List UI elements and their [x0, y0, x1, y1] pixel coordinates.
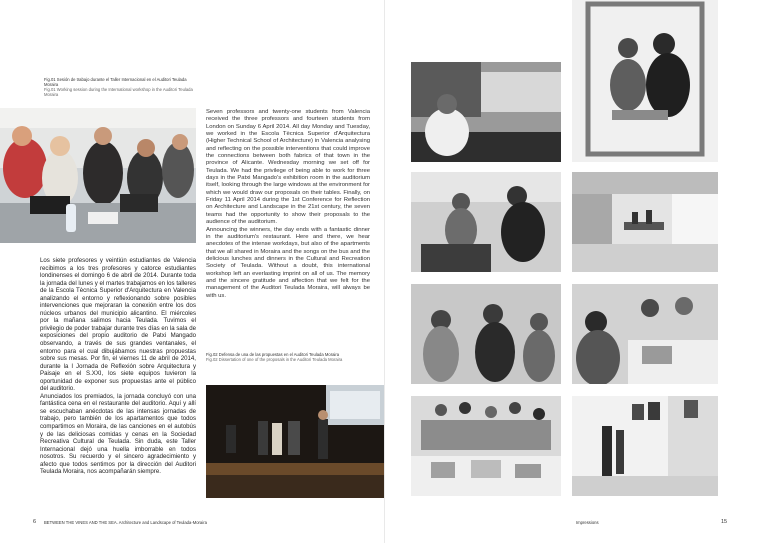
- body-text-en: Seven professors and twenty-one students from Valencia received the three professors and fourteen students from London on Sunday 6 April 2014. All day Monday and Tuesday, we worked in the Escola Tècnica Superior d'Arquitectura (Higher Technical School of Architecture) in Valencia analysing and reflecting on the possible interventions that could improve the connections between both fabrics of that town in the province of Alicante. Wednesday morning we set off for Teulada. We had the privilege of being able to work for three days in the Patxi Mangado's exhibition room in the auditorium itself, looking through the large windows at the environment for which we would draw our proposals on their tables. Finally, on Friday 11 April 2014 during the 1st Conference for Reflection on Architecture and Landscape in the 21st century, the seven teams had the opportunity to show their proposals to the audience of the auditorium. Announcing the winners, the day ends with a fantastic dinner in the auditorium's restaurant. Here and there, we hear anecdotes of the intense workdays, but also of the apartments that we all shared in Moraira and the songs on the bus and the delicious lunches and dinners in the Cultural and Recreation Society of Teulada. Without a doubt, this international workshop left an everlasting imprint on all of us. The memory and the sincere gratitude and affection that we felt for the management of the Auditori Teulada Moraira, will always be with us.: [206, 109, 370, 299]
- photo-group-around-models: [411, 396, 561, 496]
- photo-working-session-2: [411, 284, 561, 384]
- fig01-caption: [44, 77, 194, 97]
- photo-table-discussion: [572, 284, 718, 384]
- photo-couple-in-frame: [572, 0, 718, 162]
- body-text-es: Los siete profesores y veintiún estudiantes de Valencia recibimos a los tres profesores y catorce estudiantes londinenses el domingo 6 de abril de 2014. Durante toda la jornada del lunes y el martes trabajamos en los talleres de la Escola Tècnica Superior d'Arquitectura en Valencia analizando el entorno y reflexionando sobre posibles intervenciones que mejoraran la conexión entre los dos núcleos urbanos del municipio alicantino. El miércoles por la mañana salimos hacia Teulada. Tuvimos el privilegio de poder trabajar durante tres días en la sala de exposiciones del propio auditorio de Patxi Mangado observando, a través de sus grandes ventanales, el entorno para el cual dibujábamos nuestras propuestas sobre sus mesas. Por fin, el viernes 11 de abril de 2014, durante la I Jornada de Reflexión sobre Arquitectura y Paisaje en el S.XXI, los siete equipos tuvieron la oportunidad de exponer sus propuestas ante el público del auditorio. Anunciados los premiados, la jornada concluyó con una fantástica cena en el restaurante del auditorio. Aquí y allí se escuchaban anécdotas de las intensas jornadas de trabajo, pero también de los apartamentos que todos compartimos en Moraira, de las canciones en el autobús y de las deliciosas comidas y cenas en la Sociedad Recreativa Cultural de Teulada. Sin duda, este Taller Internacional dejó una huella imborrable en todos nosotros. Su recuerdo y el sincero agradecimiento y afecto que todos sentimos por la dirección del Auditori Teulada Moraira, nos acompañarán siempre.: [40, 257, 196, 476]
- photo-working-session-2-illustration: [411, 284, 561, 384]
- page-number-left: 6: [33, 519, 37, 525]
- fig01-caption-en: Fig.01 Working session during the International workshop in the Auditori Teulada Moraira: [44, 87, 193, 97]
- photo-exhibition-panels: [572, 396, 718, 496]
- photo-exhibition-room-illustration: [572, 172, 718, 272]
- photo-table-discussion-illustration: [572, 284, 718, 384]
- photo-couple-in-frame-illustration: [572, 0, 718, 162]
- right-page: [385, 0, 768, 543]
- photo-working-session-1-illustration: [411, 172, 561, 272]
- photo-working-session-1: [411, 172, 561, 272]
- fig02-photo: [206, 385, 384, 498]
- photo-exhibition-panels-illustration: [572, 396, 718, 496]
- fig01-photo-illustration: [0, 108, 196, 243]
- running-footer-left: BETWEEN THE VINES AND THE SEA. Architecture and Landscape of Teulada-Moraira: [44, 520, 207, 525]
- fig02-caption: [206, 352, 366, 362]
- running-footer-right: Impressions: [576, 520, 599, 525]
- fig01-photo: [0, 108, 196, 243]
- photo-student-in-car-illustration: [411, 62, 561, 162]
- fig02-caption-es: Fig.02 Defensa de una de las propuestas en el Auditori Teulada Moraira: [206, 352, 340, 357]
- photo-group-around-models-illustration: [411, 396, 561, 496]
- photo-exhibition-room: [572, 172, 718, 272]
- fig02-photo-illustration: [206, 385, 384, 498]
- fig01-caption-es: Fig.01 Sesión de trabajo durante el Taller Internacional en el Auditori Teulada Moraira: [44, 77, 187, 87]
- photo-student-in-car: [411, 62, 561, 162]
- fig02-caption-en: Fig.02 Dissertation of one of the proposals in the Auditori Teulada Moraira: [206, 357, 343, 362]
- page-number-right: 15: [721, 519, 728, 525]
